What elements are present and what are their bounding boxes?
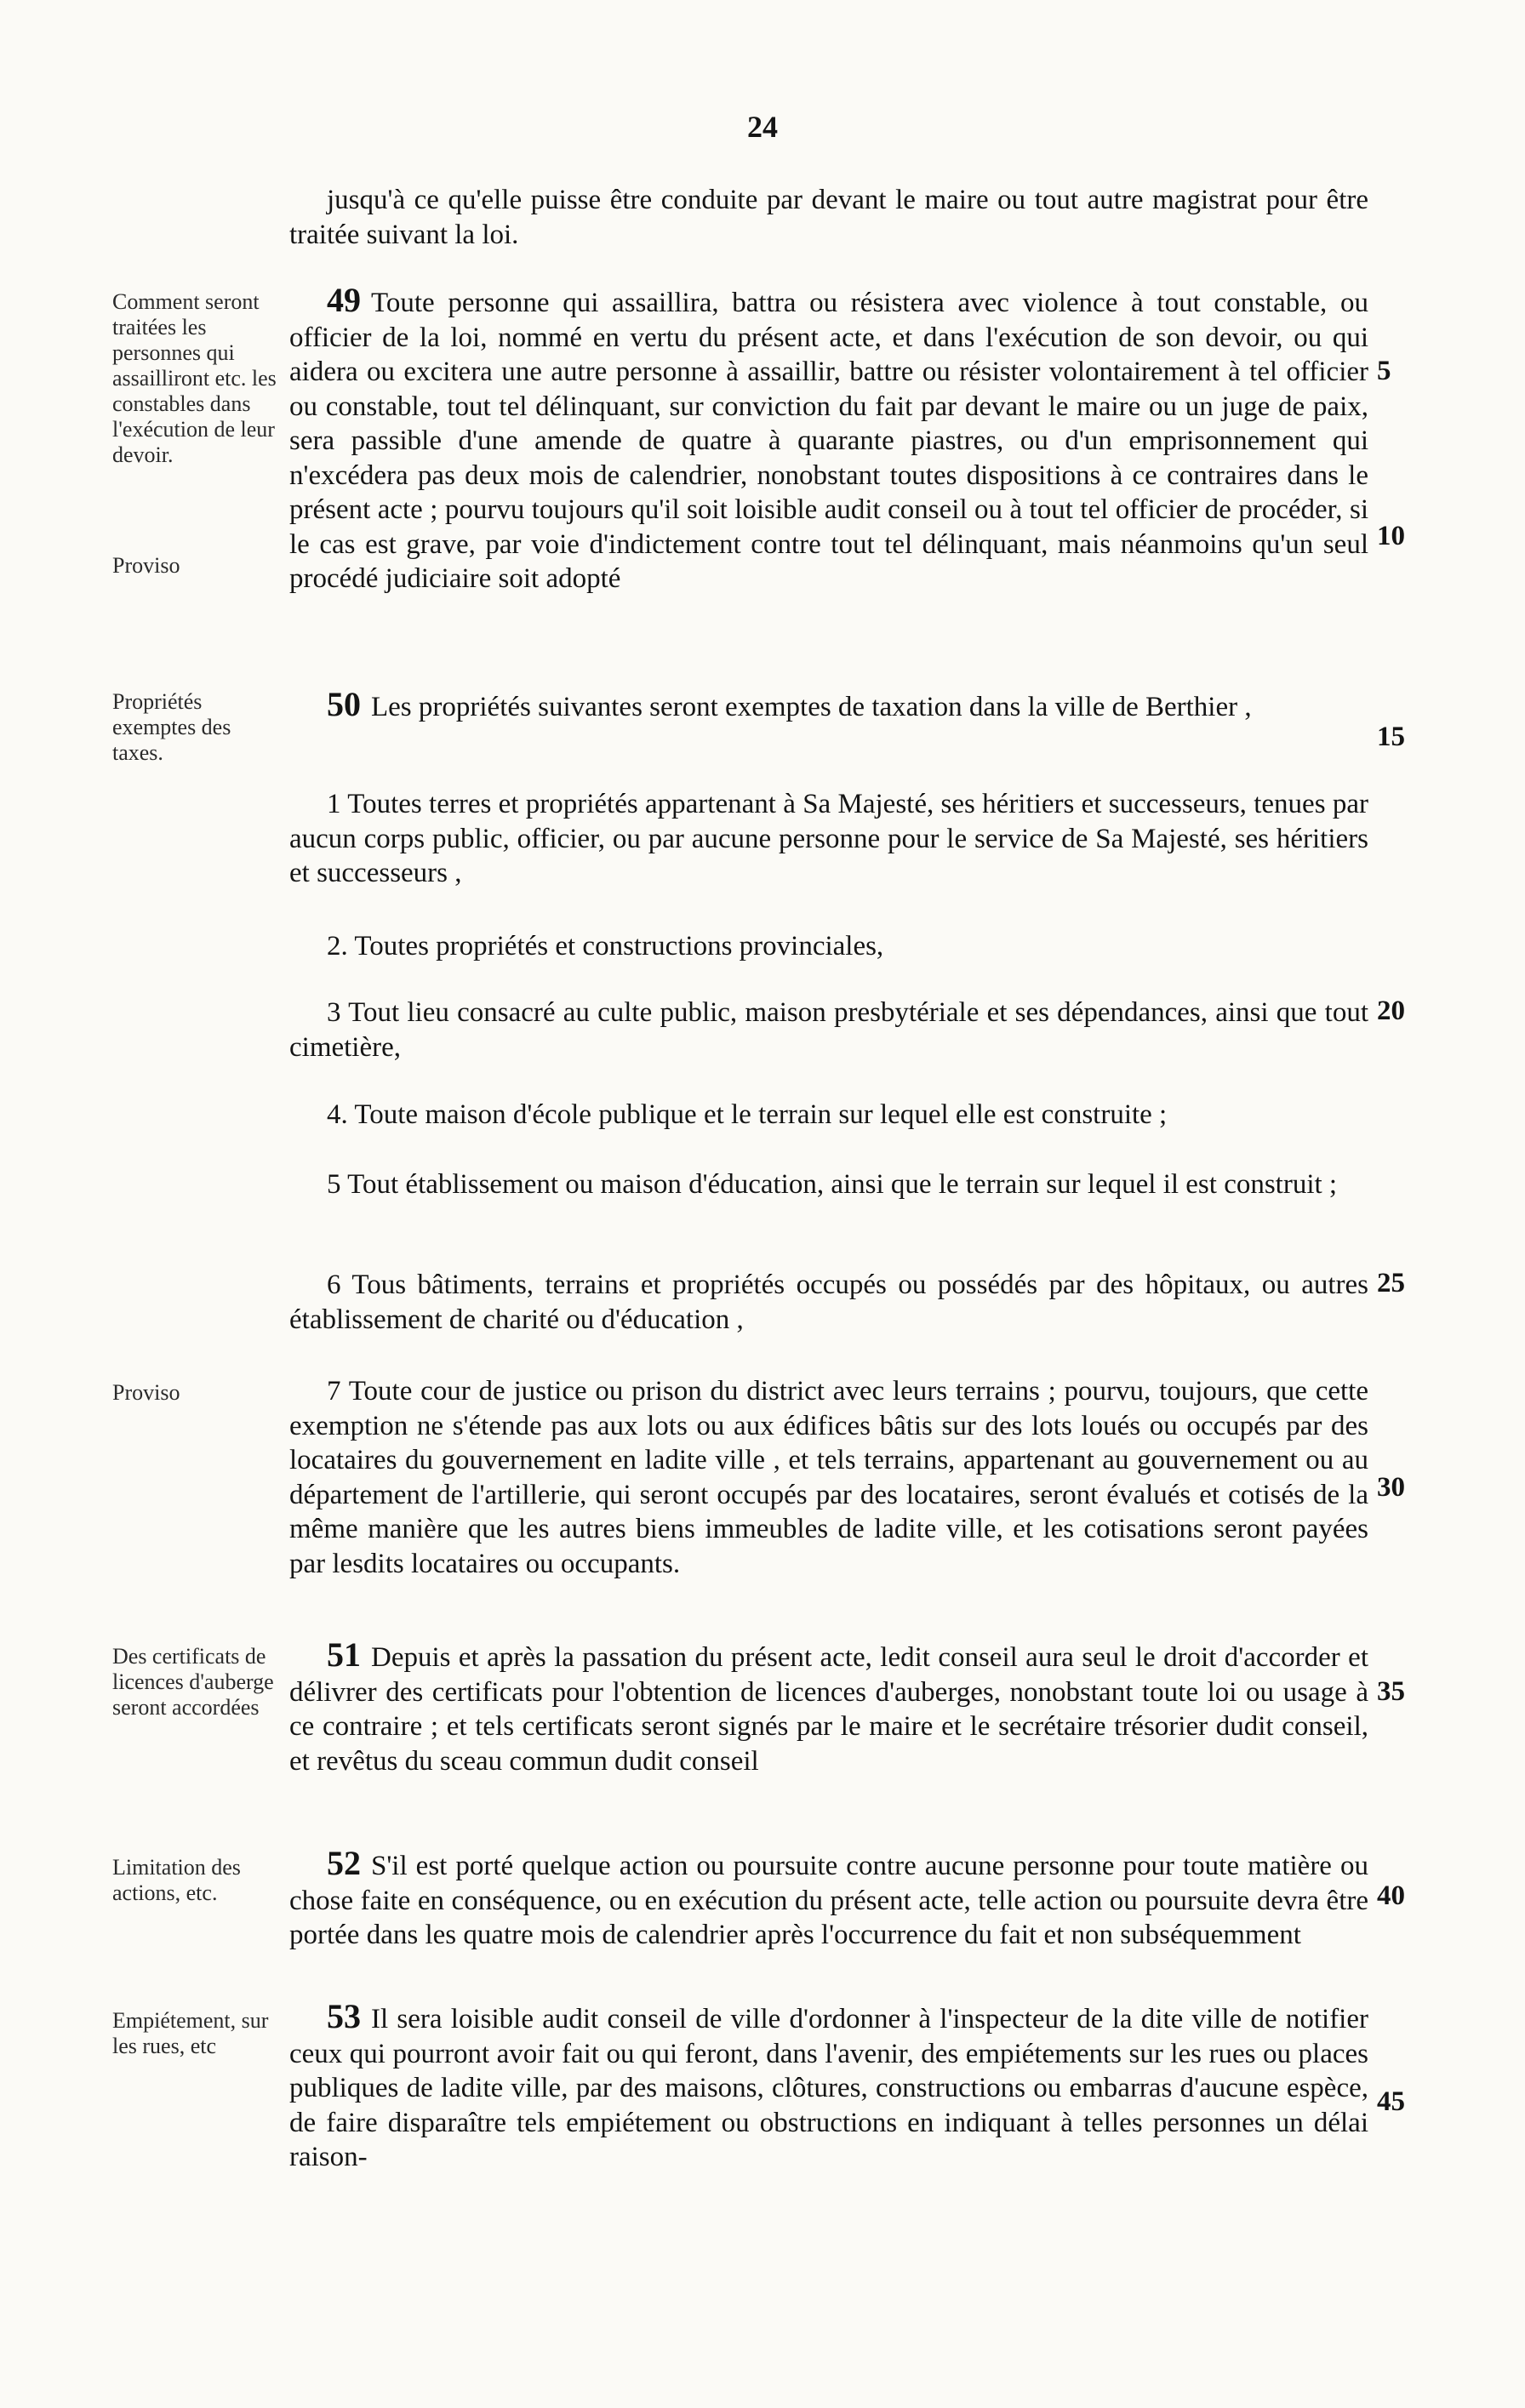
line-number-25: 25	[1377, 1268, 1405, 1298]
intro-paragraph	[289, 183, 1368, 252]
exemption-3	[289, 996, 1368, 1064]
exemption-text-2: 2. Toutes propriétés et constructions provinciales,	[327, 931, 884, 961]
line-number-45: 45	[1377, 2086, 1405, 2117]
line-number-20: 20	[1377, 996, 1405, 1026]
page-number: 24	[747, 110, 778, 144]
margin-note-50: Propriétés exemptes des taxes.	[112, 689, 231, 765]
exemption-text-7: 7 Toute cour de justice ou prison du district avec leurs terrains ; pourvu, toujours, que cette exemption ne s'étende pas aux lots ou aux édifices bâtis sur des lots loués ou occupés par des locataires du gouvernement en ladite ville , et tels terrains, appartenant au gouvernement ou au département de l'artillerie, qui seront occupés par des locataires, seront évalués et cotisés de la même manière que les autres biens immeubles de ladite ville, et les cotisations seront payées par lesdits locataires ou occupants.	[289, 1376, 1368, 1579]
line-number-30: 30	[1377, 1472, 1405, 1503]
exemption-7	[289, 1374, 1368, 1581]
margin-note-51: Des certificats de licences d'auberge seront accordées	[112, 1644, 274, 1720]
margin-note-proviso-49: Proviso	[112, 553, 180, 578]
margin-note-53: Empiétement, sur les rues, etc	[112, 2008, 269, 2058]
exemption-text-4: 4. Toute maison d'école publique et le terrain sur lequel elle est construite ;	[327, 1099, 1168, 1130]
line-number-5: 5	[1377, 356, 1391, 386]
margin-note-proviso-7: Proviso	[112, 1380, 180, 1405]
exemption-text-5: 5 Tout établissement ou maison d'éducation, ainsi que le terrain sur lequel il est construit ;	[327, 1169, 1338, 1200]
section-number-51: 51	[327, 1635, 361, 1674]
exemption-text-1: 1 Toutes terres et propriétés appartenant à Sa Majesté, ses héritiers et successeurs, tenues par aucun corps public, officier, ou par aucune personne pour le service de Sa Majesté, ses héritiers et successeurs ,	[289, 789, 1368, 888]
section-text-49: Toute personne qui assaillira, battra ou résistera avec violence à tout constable, ou officier de la loi, nommé en vertu du présent acte, et dans l'exécution de son devoir, ou qui aidera ou excitera une autre personne à assaillir, battre ou résister volontairement à tel officier ou constable, tout tel délinquant, sur conviction du fait par devant le maire ou un juge de paix, sera passible d'une amende de quatre à quarante piastres, ou d'un emprisonnement qui n'excédera pas deux mois de calendrier, nonobstant toutes dispositions à ce contraires dans le présent acte ; pourvu toujours qu'il soit loisible audit conseil ou à tout tel officier de procéder, si le cas est grave, par voie d'indictement contre tout tel délinquant, mais néanmoins qu'un seul procédé judiciaire soit adopté	[289, 288, 1368, 594]
section-number-50: 50	[327, 685, 361, 723]
section-text-52: S'il est porté quelque action ou poursuite contre aucune personne pour toute matière ou chose faite en conséquence, ou en exécution du présent acte, telle action ou poursuite devra être portée dans les quatre mois de calendrier après l'occurrence du fait et non subséquemment	[289, 1851, 1368, 1950]
section-49	[289, 283, 1368, 596]
section-52	[289, 1846, 1368, 1953]
line-number-15: 15	[1377, 722, 1405, 752]
margin-note-52: Limitation des actions, etc.	[112, 1855, 241, 1905]
section-text-51: Depuis et après la passation du présent acte, ledit conseil aura seul le droit d'accorder et délivrer des certificats pour l'obtention de licences d'auberges, nonobstant toute loi ou usage à ce contraire ; et tels certificats seront signés par le maire et le secrétaire trésorier dudit conseil, et revêtus du sceau commun dudit conseil	[289, 1642, 1368, 1777]
section-number-49: 49	[327, 281, 361, 319]
exemption-text-6: 6 Tous bâtiments, terrains et propriétés occupés ou possédés par des hôpitaux, ou autres établissement de charité ou d'éducation ,	[289, 1270, 1368, 1335]
margin-note-49: Comment seront traitées les personnes qui assailliront etc. les constables dans l'exécution de leur devoir.	[112, 289, 277, 467]
section-53	[289, 1997, 1368, 2175]
line-number-10: 10	[1377, 521, 1405, 551]
section-number-52: 52	[327, 1844, 361, 1882]
exemption-4	[289, 1098, 1368, 1133]
exemption-text-3: 3 Tout lieu consacré au culte public, maison presbytériale et ses dépendances, ainsi que tout cimetière,	[289, 997, 1368, 1063]
section-text-53: Il sera loisible audit conseil de ville d'ordonner à l'inspecteur de la dite ville de notifier ceux qui pourront avoir fait ou qui feront, dans l'avenir, des empiétements sur les rues ou places publiques de ladite ville, par des maisons, clôtures, constructions ou embarras d'aucune espèce, de faire disparaître tels empiétement ou obstructions en indiquant à telles personnes un délai raison-	[289, 2004, 1368, 2172]
intro-text: jusqu'à ce qu'elle puisse être conduite par devant le maire ou tout autre magistrat pour être traitée suivant la loi.	[289, 185, 1368, 250]
section-number-53: 53	[327, 1997, 361, 2035]
exemption-5	[289, 1167, 1368, 1202]
exemption-1	[289, 787, 1368, 891]
section-text-50: Les propriétés suivantes seront exemptes de taxation dans la ville de Berthier ,	[371, 692, 1252, 722]
line-number-35: 35	[1377, 1676, 1405, 1707]
section-50	[289, 685, 1368, 725]
exemption-2	[289, 929, 1368, 964]
line-number-40: 40	[1377, 1880, 1405, 1911]
exemption-6	[289, 1268, 1368, 1337]
section-51	[289, 1635, 1368, 1778]
